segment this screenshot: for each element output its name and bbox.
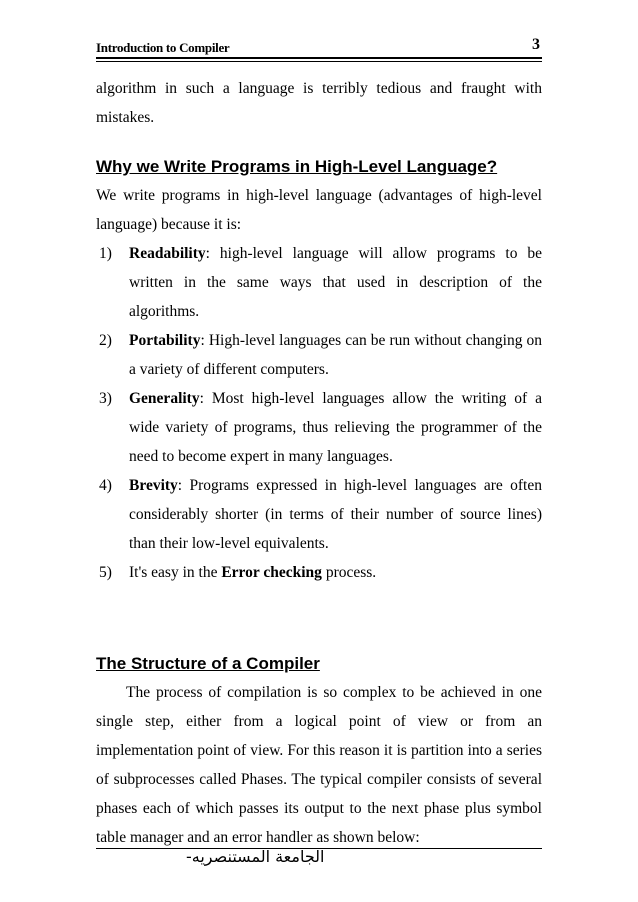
section-heading-compiler-structure: The Structure of a Compiler bbox=[96, 654, 320, 673]
term-generality: Generality bbox=[129, 390, 200, 407]
footer-university-name: الجامعة المستنصريه- bbox=[186, 847, 325, 866]
intro-paragraph: algorithm in such a language is terribly tedious and fraught with mistakes. bbox=[96, 80, 542, 126]
term-readability: Readability bbox=[129, 245, 206, 262]
item-text: : Programs expressed in high-level languages are often considerably shorter (in terms of their number of source lines) than their low-level equivalents. bbox=[129, 477, 542, 552]
page-body bbox=[96, 74, 542, 852]
list-number: 1) bbox=[99, 245, 112, 262]
page-number: 3 bbox=[532, 36, 540, 53]
list-item bbox=[96, 326, 542, 384]
term-brevity: Brevity bbox=[129, 477, 178, 494]
advantages-list bbox=[96, 239, 542, 587]
item-text: process. bbox=[321, 564, 377, 581]
list-number: 2) bbox=[99, 332, 112, 349]
item-text: It's easy in the bbox=[129, 564, 222, 581]
list-item bbox=[96, 384, 542, 471]
page-header bbox=[96, 36, 542, 58]
header-rule-thin bbox=[96, 61, 542, 62]
list-number: 3) bbox=[99, 390, 112, 407]
item-text: : Most high-level languages allow the writing of a wide variety of programs, thus relieving the programmer of the need to become expert in many languages. bbox=[129, 390, 542, 465]
list-item bbox=[96, 239, 542, 326]
running-title: Introduction to Compiler bbox=[96, 40, 230, 55]
list-item bbox=[96, 471, 542, 558]
term-portability: Portability bbox=[129, 332, 201, 349]
list-item bbox=[96, 558, 542, 587]
structure-paragraph: The process of compilation is so complex to be achieved in one single step, either from a logical point of view or from an implementation point of view. For this reason it is partition into a series of subprocesses called Phases. The typical compiler consists of several phases each of which passes its output to the next phase plus symbol table manager and an error handler as shown below: bbox=[96, 684, 542, 846]
item-text: : High-level languages can be run without changing on a variety of different computers. bbox=[129, 332, 542, 378]
item-text: : high-level language will allow programs to be written in the same ways that used in description of the algorithms. bbox=[129, 245, 542, 320]
term-error-checking: Error checking bbox=[221, 564, 322, 581]
section-intro-paragraph: We write programs in high-level language (advantages of high-level language) because it is: bbox=[96, 187, 542, 233]
section-heading-why-high-level: Why we Write Programs in High-Level Language? bbox=[96, 157, 498, 176]
list-number: 4) bbox=[99, 477, 112, 494]
header-rule-thick bbox=[96, 57, 542, 59]
list-number: 5) bbox=[99, 564, 112, 581]
